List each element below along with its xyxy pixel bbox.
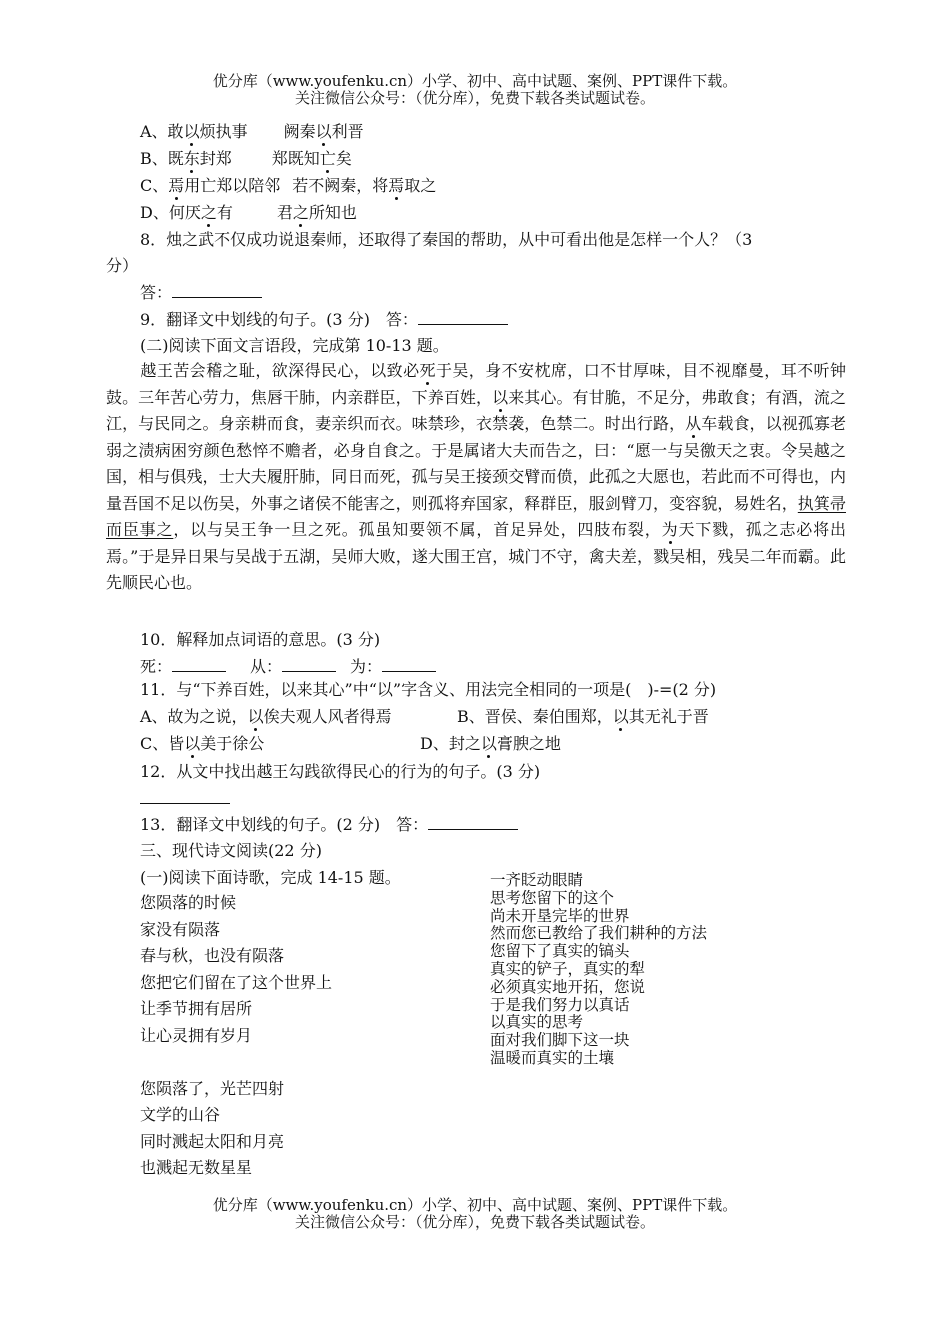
poem-line: 于是我们努力以真话 xyxy=(490,995,630,1014)
header-line-1: 优分库（www.youfenku.cn）小学、初中、高中试题、案例、PPT课件下载。 xyxy=(212,72,738,90)
classical-passage: 越王苦会稽之耻，欲深得民心，以致必死于吴，身不安枕席，口不甘厚味，目不视靡曼，耳不听钟鼓。三年苦心劳力，焦唇干肺，内亲群臣，下养百姓，以来其心。有甘脆，不足分，弗敢食；有酒，流之江，与民同之。身亲耕而食，妻亲织而衣。味禁珍，衣禁袭，色禁二。时出行路，从车载食，以视孤寡老弱之渍病困穷颜色愁悴不赡者，必身自食之。于是属诸大夫而告之，曰：“愿一与吴徼天之衷。令吴越之国，相与俱残，士大夫履肝肺，同日而死，孤与吴王接颈交臂而偾，此孤之大愿也，若此而不可得也，内量吾国不足以伤吴，外事之诸侯不能害之，则孤将弃国家，释群臣，服剑臂刀，变容貌，易姓名，执箕帚而臣事之，以与吴王争一旦之死。孤虽知要领不属，首足异处，四肢布裂，为天下戮，孤之志必将出焉。”于是异日果与吴战于五湖，吴师大败，遂大围王宫，城门不守，禽夫差，戮吴相，残吴二年而霸。此先顺民心也。 xyxy=(106,361,846,592)
q11-option-c: C、皆以美于徐公 xyxy=(140,734,265,753)
poem-line: 以真实的思考 xyxy=(490,1013,584,1032)
dotted-char: 死 xyxy=(419,361,436,380)
poem-line: 面对我们脚下这一块 xyxy=(490,1031,630,1050)
answer-blank[interactable] xyxy=(282,657,336,672)
poem-line: 春与秋，也没有陨落 xyxy=(140,946,285,965)
answer-blank[interactable] xyxy=(140,789,230,804)
q10-text: 10．解释加点词语的意思。(3 分) xyxy=(140,630,381,649)
dotted-char: 东 xyxy=(183,149,200,168)
page-header xyxy=(0,73,950,107)
q12-answer xyxy=(140,789,230,809)
poem-line: 温暖而真实的土壤 xyxy=(490,1048,615,1067)
dotted-char: 以 xyxy=(480,734,497,753)
poem-right-column xyxy=(490,872,707,1068)
dotted-char: 之 xyxy=(292,203,309,222)
poem-line: 一齐眨动眼睛 xyxy=(490,871,584,889)
q11-option-a: A、故为之说，以俟夫观人风者得焉 xyxy=(140,707,392,726)
dotted-char: 以 xyxy=(492,387,509,407)
poem-line: 思考您留下的这个 xyxy=(490,888,615,907)
q7-option-b: B、既东封郑 郑既知亡矣 xyxy=(140,149,352,168)
underlined-sentence: 执箕帚而臣事之 xyxy=(106,493,846,539)
poem-line: 然而您已教给了我们耕种的方法 xyxy=(490,924,708,943)
dotted-char: 之 xyxy=(200,203,217,222)
poem-line: 家没有陨落 xyxy=(140,919,221,939)
dotted-char: 以 xyxy=(183,122,200,141)
poem-line: 文学的山谷 xyxy=(140,1105,221,1124)
answer-blank[interactable] xyxy=(172,283,262,298)
q9-text: 9．翻译文中划线的句子。(3 分) 答： xyxy=(140,310,508,330)
q10-answers: 死： 从： 为： xyxy=(140,657,436,677)
q8-answer: 答： xyxy=(140,283,262,303)
q12-text: 12．从文中找出越王勾践欲得民心的行为的句子。(3 分) xyxy=(140,762,541,781)
section2-intro: (二)阅读下面文言语段，完成第 10-13 题。 xyxy=(140,336,449,355)
section3-intro: (一)阅读下面诗歌，完成 14-15 题。 xyxy=(140,868,401,887)
header-line-2: 关注微信公众号：（优分库），免费下载各类试题试卷。 xyxy=(294,89,655,107)
answer-blank[interactable] xyxy=(418,310,508,325)
section3-title: 三、现代诗文阅读(22 分) xyxy=(140,841,322,860)
poem-line: 同时溅起太阳和月亮 xyxy=(140,1131,285,1151)
answer-blank[interactable] xyxy=(382,657,436,672)
q8-text: 8．烛之武不仅成功说退秦师，还取得了秦国的帮助，从中可看出他是怎样一个人？（3 xyxy=(140,230,753,249)
q11-text: 11．与“下养百姓，以来其心”中“以”字含义、用法完全相同的一项是( )-=(2 分) xyxy=(140,680,717,699)
poem-left-column xyxy=(140,890,332,1182)
dotted-char: 以 xyxy=(247,707,264,726)
q7-option-a: A、敢以烦执事 阙秦以利晋 xyxy=(140,122,364,141)
q13-text: 13．翻译文中划线的句子。(2 分) 答： xyxy=(140,815,518,835)
dotted-char: 焉 xyxy=(388,176,405,195)
poem-line: 您留下了真实的镐头 xyxy=(490,942,630,961)
dotted-char: 以 xyxy=(612,707,629,726)
poem-line: 您陨落的时候 xyxy=(140,893,237,912)
q11-option-d: D、封之以膏腴之地 xyxy=(420,734,561,753)
page-footer xyxy=(0,1197,950,1231)
poem-line: 您陨落了，光芒四射 xyxy=(140,1078,285,1098)
footer-line-1: 优分库（www.youfenku.cn）小学、初中、高中试题、案例、PPT课件下载。 xyxy=(212,1196,738,1214)
q7-option-d: D、何厌之有 君之所知也 xyxy=(140,203,357,222)
answer-blank[interactable] xyxy=(428,815,518,830)
poem-line: 让心灵拥有岁月 xyxy=(140,1025,253,1045)
poem-line: 尚未开垦完毕的世界 xyxy=(490,906,630,925)
poem-line: 真实的铲子，真实的犁 xyxy=(490,959,646,978)
answer-blank[interactable] xyxy=(172,657,226,672)
dotted-char: 以 xyxy=(315,122,332,141)
dotted-char: 为 xyxy=(661,520,679,539)
dotted-char: 焉 xyxy=(168,176,185,195)
poem-line: 您把它们留在了这个世界上 xyxy=(140,972,333,992)
poem-line: 也溅起无数星星 xyxy=(140,1158,253,1177)
footer-line-2: 关注微信公众号：（优分库），免费下载各类试题试卷。 xyxy=(294,1213,655,1231)
dotted-char: 以 xyxy=(184,734,201,753)
poem-line: 让季节拥有居所 xyxy=(140,999,253,1018)
dotted-char: 亡 xyxy=(319,149,336,168)
q7-option-c: C、焉用亡郑以陪邻 若不阙秦，将焉取之 xyxy=(140,176,437,195)
q8-text-cont: 分） xyxy=(106,256,139,275)
q11-option-b: B、晋侯、秦伯围郑，以其无礼于晋 xyxy=(457,707,709,726)
poem-line: 必须真实地开拓，您说 xyxy=(490,977,646,996)
dotted-char: 从 xyxy=(685,414,702,433)
